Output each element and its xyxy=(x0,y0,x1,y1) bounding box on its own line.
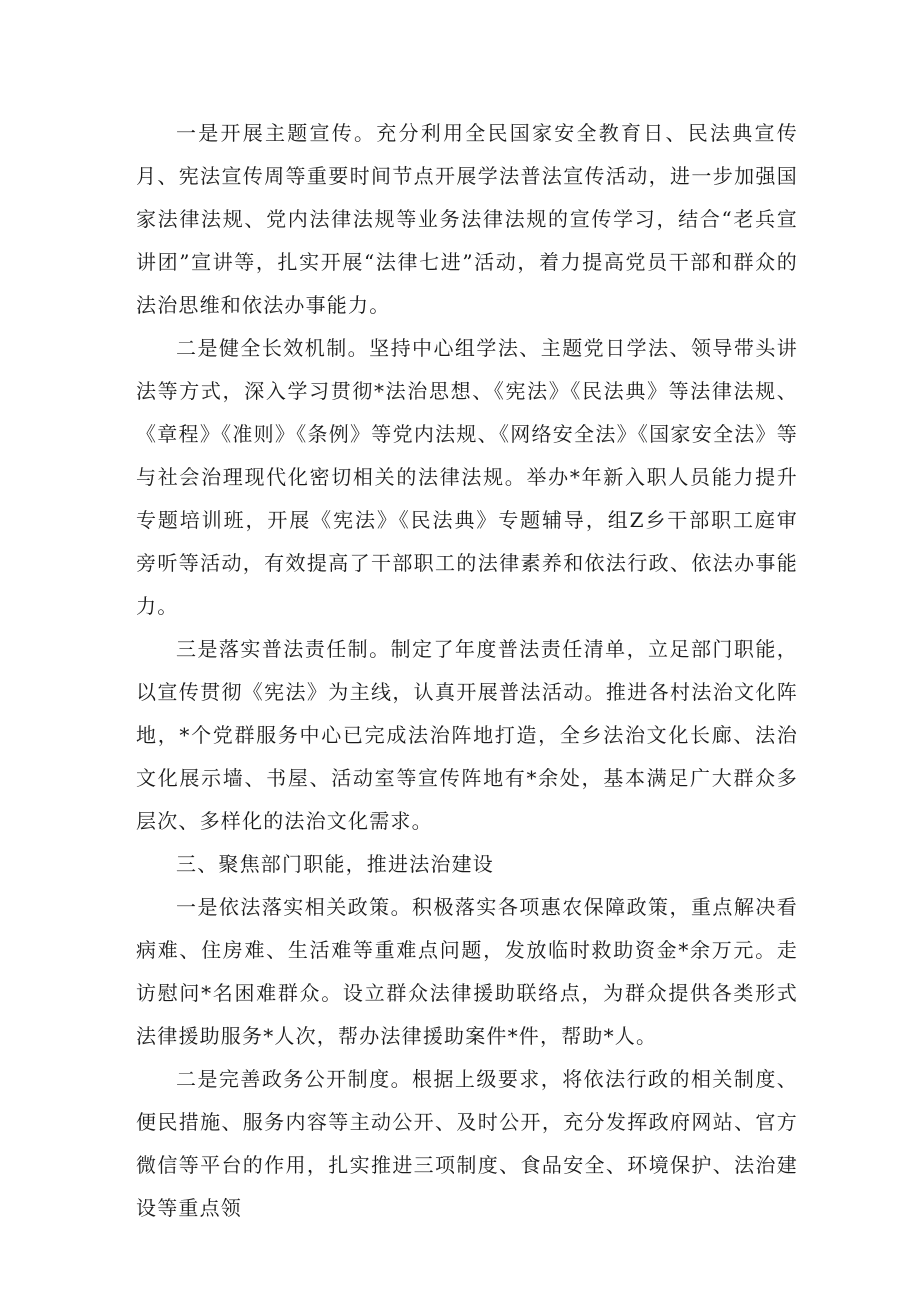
section-heading: 三、聚焦部门职能，推进法治建设 xyxy=(176,852,494,876)
document-body xyxy=(136,112,798,1230)
paragraph-publicity: 一是开展主题宣传。充分利用全民国家安全教育日、民法典宣传月、宪法宣传周等重要时间节点开展学法普法宣传活动，进一步加强国家法律法规、党内法律法规等业务法律法规的宣传学习，结合“老兵宣讲团”宣讲等，扎实开展“法律七进”活动，着力提高党员干部和群众的法治思维和依法办事能力。 xyxy=(136,121,798,317)
paragraph-mechanism: 二是健全长效机制。坚持中心组学法、主题党日学法、领导带头讲法等方式，深入学习贯彻*法治思想、《宪法》《民法典》等法律法规、《章程》《准则》《条例》等党内法规、《网络安全法》《国家安全法》等与社会治理现代化密切相关的法律法规。举办*年新入职人员能力提升专题培训班，开展《宪法》《民法典》专题辅导，组Z乡干部职工庭审旁听等活动，有效提高了干部职工的法律素养和依法行政、依法办事能力。 xyxy=(136,336,798,618)
paragraph-policy: 一是依法落实相关政策。积极落实各项惠农保障政策，重点解决看病难、住房难、生活难等重难点问题，发放临时救助资金*余万元。走访慰问*名困难群众。设立群众法律援助联络点，为群众提供各类形式法律援助服务*人次，帮办法律援助案件*件，帮助*人。 xyxy=(136,895,798,1048)
paragraph-responsibility: 三是落实普法责任制。制定了年度普法责任清单，立足部门职能，以宣传贯彻《宪法》为主线，认真开展普法活动。推进各村法治文化阵地，*个党群服务中心已完成法治阵地打造，全乡法治文化长廊、法治文化展示墙、书屋、活动室等宣传阵地有*余处，基本满足广大群众多层次、多样化的法治文化需求。 xyxy=(136,637,798,833)
paragraph-disclosure: 二是完善政务公开制度。根据上级要求，将依法行政的相关制度、便民措施、服务内容等主动公开、及时公开，充分发挥政府网站、官方微信等平台的作用，扎实推进三项制度、食品安全、环境保护、法治建设等重点领 xyxy=(136,1067,798,1220)
